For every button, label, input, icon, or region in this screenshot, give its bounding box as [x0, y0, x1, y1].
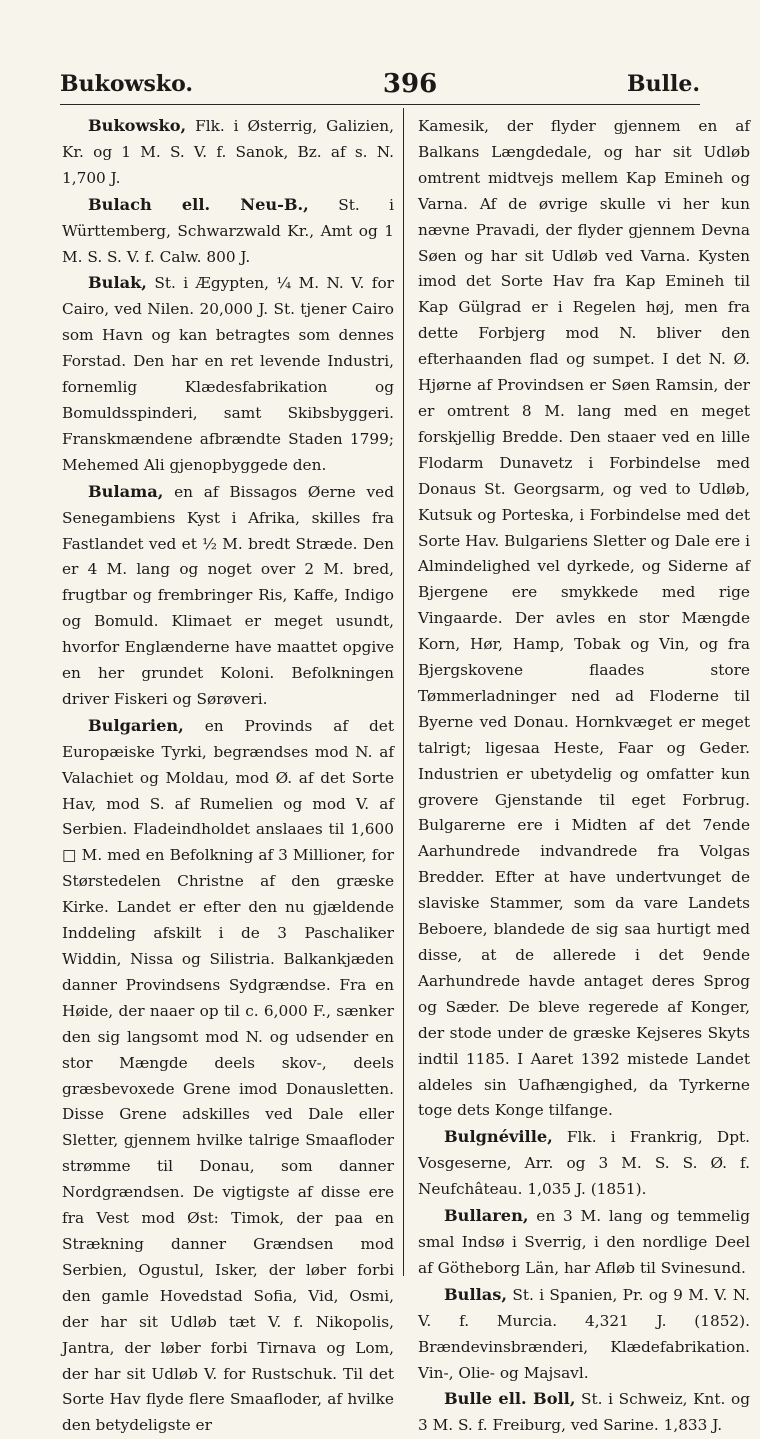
- entry-text: en Provinds af det Europæiske Tyrki, begrændses mod N. af Valachiet og Moldau, mod Ø. af det Sorte Hav, mod S. af Rumelien og mod V. af Serbien. Fladeindholdet anslaaes til 1,600 □ M. med en Befolkning af 3 Millioner, for Størstedelen Christne af den græske Kirke. Landet er efter den nu gjældende Inddeling afskilt i de 3 Paschaliker Widdin, Nissa og Silistria. Balkankjæden danner Provindsens Sydgrændse. Fra en Høide, der naaer op til c. 6,000 F., sænker den sig langsomt mod N. og udsender en stor Mængde deels skov-, deels græsbevoxede Grene imod Donausletten. Disse Grene adskilles ved Dale eller Sletter, gjennem hvilke talrige Smaafloder strømme til Donau, som danner Nordgrændsen. De vigtigste af disse ere fra Vest mod Øst: Timok, der paa en Strækning danner Grændsen mod Serbien, Ogustul, Isker, der løber forbi den gamle Hovedstad Sofia, Vid, Osmi, der har sit Udløb tæt V. f. Nikopolis, Jantra, der løber forbi Tirnava og Lom, der har sit Udløb V. for Rustschuk. Til det Sorte Hav flyde flere Smaafloder, af hvilke den betydeligste er: [62, 716, 394, 1435]
- header-rule: [60, 104, 700, 105]
- entry-text: St. i Württemberg, Schwarzwald Kr., Amt og 1 M. S. S. V. f. Calw. 800 J.: [62, 195, 394, 266]
- entry: [62, 713, 394, 1439]
- entry: [62, 270, 394, 478]
- column-divider: [403, 108, 404, 1276]
- entry-headword: Bulgnéville,: [444, 1127, 553, 1147]
- entry: [418, 1386, 750, 1439]
- page-header: [60, 64, 700, 104]
- running-head-right: Bulle.: [627, 71, 700, 97]
- entry: [418, 1124, 750, 1203]
- entry: [62, 479, 394, 713]
- entry-headword: Bulgarien,: [88, 715, 184, 735]
- entry-text: Flk. i Østerrig, Galizien, Kr. og 1 M. S. V. f. Sanok, Bz. af s. N. 1,700 J.: [62, 117, 394, 187]
- entry-text: St. i Spanien, Pr. og 9 M. V. N. V. f. Murcia. 4,321 J. (1852). Brændevinsbrænderi, Klædefabrikation. Vin-, Olie- og Majsavl.: [418, 1285, 750, 1382]
- page-number: 396: [382, 69, 438, 99]
- entry-text: Flk. i Frankrig, Dpt. Vosgeserne, Arr. og 3 M. S. S. Ø. f. Neufchâteau. 1,035 J. (1851).: [418, 1128, 750, 1199]
- left-column: [62, 113, 394, 1439]
- entry-text: en 3 M. lang og temmelig smal Indsø i Sverrig, i den nordlige Deel af Götheborg Län, har Afløb til Svinesund.: [418, 1207, 750, 1277]
- entry: [418, 1282, 750, 1387]
- entry-text: Kamesik, der flyder gjennem en af Balkans Længdedale, og har sit Udløb omtrent midtvejs mellem Kap Emineh og Varna. Af de øvrige skulle vi her kun nævne Pravadi, der flyder gjennem Devna Søen og har sit Udløb ved Varna. Kysten imod det Sorte Hav fra Kap Emineh til Kap Gülgrad er i Regelen høj, men fra dette Forbjerg mod N. bliver den efterhaanden flad og sumpet. I det N. Ø. Hjørne af Provindsen er Søen Ramsin, der er omtrent 8 M. lang med en meget forskjellig Bredde. Den staaer ved en lille Flodarm Dunavetz i Forbindelse med Donaus St. Georgsarm, og ved to Udløb, Kutsuk og Porteska, i Forbindelse med det Sorte Hav. Bulgariens Sletter og Dale ere i Almindelighed vel dyrkede, og Siderne af Bjergene ere smykkede med rige Vingaarde. Der avles en stor Mængde Korn, Hør, Hamp, Tobak og Vin, og fra Bjergskovene flaades store Tømmerladninger ned ad Floderne til Byerne ved Donau. Hornkvæget er meget talrigt; ligesaa Heste, Faar og Geder. Industrien er ubetydelig og omfatter kun grovere Gjenstande til eget Forbrug. Bulgarerne ere i Midten af det 7ende Aarhundrede indvandrede fra Volgas Bredder. Efter at have undertvunget de slaviske Stammer, som da vare Landets Beboere, blandede de sig saa hurtigt med disse, at de allerede i det 9ende Aarhundrede havde antaget deres Sprog og Sæder. De bleve regerede af Konger, der stode under de græske Kejseres Skyts indtil 1185. I Aaret 1392 mistede Landet aldeles sin Uafhængighed, da Tyrkerne toge dets Konge tilfange.: [418, 117, 750, 1120]
- entry-headword: Bullaren,: [444, 1206, 529, 1226]
- entry-headword: Bullas,: [444, 1284, 507, 1304]
- entry-headword: Bukowsko,: [88, 116, 187, 135]
- right-column: [418, 113, 750, 1439]
- entry-text: St. i Schweiz, Knt. og 3 M. S. f. Freiburg, ved Sarine. 1,833 J.: [418, 1390, 751, 1435]
- running-head-left: Bukowsko.: [60, 71, 194, 97]
- entry-headword: Bulama,: [88, 481, 164, 501]
- entry: [418, 1203, 750, 1282]
- entry: [62, 113, 394, 192]
- entry-headword: Bulach ell. Neu-B.,: [88, 194, 309, 214]
- entry-text: St. i Ægypten, ¼ M. N. V. for Cairo, ved Nilen. 20,000 J. St. tjener Cairo som Havn og kan betragtes som dennes Forstad. Den har en ret levende Industri, fornemlig Klædesfabrikation og Bomuldsspinderi, samt Skibsbyggeri. Franskmændene afbrændte Staden 1799; Mehemed Ali gjenopbyggede den.: [62, 274, 394, 474]
- entry: [62, 192, 394, 271]
- entry-continuation: [418, 113, 750, 1124]
- entry-headword: Bulle ell. Boll,: [444, 1389, 576, 1409]
- entry-headword: Bulak,: [88, 273, 147, 293]
- entry-text: en af Bissagos Øerne ved Senegambiens Kyst i Afrika, skilles fra Fastlandet ved et ½ M. bredt Stræde. Den er 4 M. lang og noget over 2 M. bred, frugtbar og frembringer Ris, Kaffe, Indigo og Bomuld. Klimaet er meget usundt, hvorfor Englænderne have maattet opgive en her grundet Koloni. Befolkningen driver Fiskeri og Sørøveri.: [62, 482, 394, 708]
